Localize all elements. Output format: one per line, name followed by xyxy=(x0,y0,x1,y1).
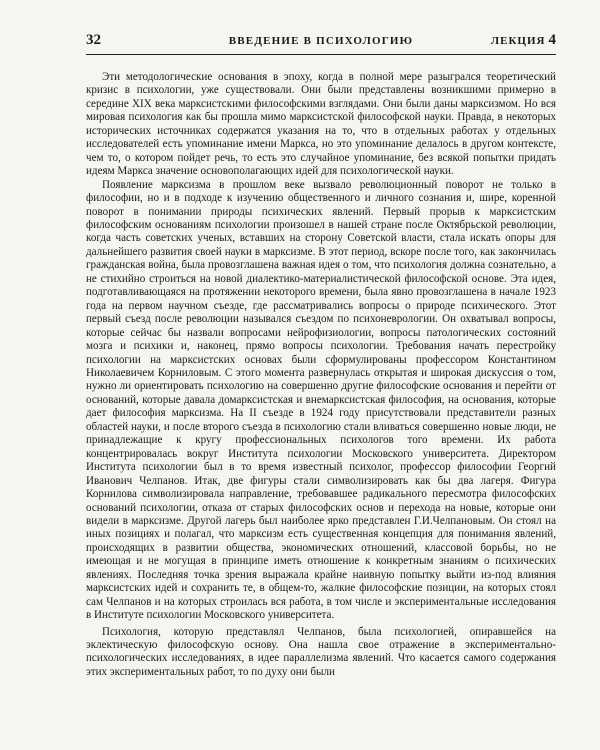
paragraph-3: Психология, которую представлял Челпанов, была психологией, опиравшейся на эклектическую философскую основу. Она нашла свое отражение в экспериментально-психологических исследованиях, в идее параллелизма явлений. Что касается самого содержания этих экспериментальных работ, то по духу они были xyxy=(86,625,556,678)
running-header xyxy=(86,30,556,55)
paragraph-1: Эти методологические основания в эпоху, когда в полной мере разыгрался теоретический кризис в психологии, уже существовали. Они были представлены возникшими примерно в середине XIX века марксистскими философскими взглядами. Они были даны марксизмом. Но вся мировая психология как бы прошла мимо марксистской философской науки. Правда, в некоторых исторических источниках содержатся указания на то, что в отдельных работах у отдельных исследователей есть упоминание имени Маркса, но это упоминание делалось в другом контексте, чем то, о котором пойдет речь, то есть это случайное упоминание, без всякой попытки придать идеям Маркса значение основополагающих идей для психологической науки. xyxy=(86,71,556,178)
book-title: ВВЕДЕНИЕ В ПСИХОЛОГИЮ xyxy=(228,35,414,47)
paragraph-2: Появление марксизма в прошлом веке вызвало революционный поворот не только в философии, но и в подходе к изучению общественного и личного сознания и, шире, коренной поворот в понимании природы психических явлений. Первый прорыв к марксистским философским основаниям психологии произошел в нашей стране после Октябрьской революции, когда часть советских ученых, вставших на сторону Советской власти, стала искать опоры для дальнейшего развития своей науки в марксизме. В этот период, вскоре после того, как закончилась гражданская война, была провозглашена важная идея о том, что психология должна сознательно, а не стихийно строиться на новой диалектико-материалистической философской основе. Эта идея, подготавливающаяся на протяжении некоторого времени, была явно провозглашена в начале 1923 года на первом научном съезде, где рассматривались вопросы о природе психического. Этот первый съезд после революции назывался съездом по психоневрологии. Он охватывал вопросы, которые сейчас бы назвали вопросами нейрофизиологии, вопросы патологических состояний мозга и психики и, наконец, прямо вопросы психологии. Требования начать перестройку психологии на марксистских основах были сформулированы профессором Константином Николаевичем Корниловым. С этого момента развернулась открытая и широкая дискуссия о том, нужно ли ориентировать психологию на совершенно другие философские основания и перейти от оснований, которые давала домарксистская и внемарксистская философия, на основания, которые дает философия марксизма. На II съезде в 1924 году присутствовали представители разных областей науки, и после второго съезда в психологию стали вливаться совершенно новые люди, не принадлежащие к кругу профессиональных психологов того времени. Их работа концентрировалась вокруг Института психологии Московского университета. Директором Института психологии был в то время известный психолог, профессор философии Георгий Иванович Челпанов. Итак, две фигуры стали символизировать как бы два лагеря. Фигура Корнилова символизировала направление, требовавшее радикального пересмотра философских оснований психологии, отказа от старых философских основ и перехода на новые, которые они видели в марксизме. Другой лагерь был наиболее ярко представлен Г.И.Челпановым. Он стоял на иных позициях и полагал, что марксизм есть существенная концепция для понимания явлений, происходящих в развитии общества, экономических отношений, классовой борьбы, но не имеющая и не могущая в принципе иметь отношение к конкретным знаниям о психических явлениях. Последняя точка зрения выражала крайне наивную попытку выйти из-под влияния марксистских идей и сохранить те, в общем-то, жалкие философские позиции, на которых стоял сам Челпанов и на которых строилась вся работа, в том числе и экспериментальные исследования в Институте психологии Московского университета. xyxy=(86,178,556,622)
body-text xyxy=(86,71,556,679)
page-number: 32 xyxy=(86,32,101,48)
lecture-number: 4 xyxy=(548,32,556,48)
lecture-label: ЛЕКЦИЯ xyxy=(490,35,546,47)
lecture-indicator xyxy=(491,30,556,51)
